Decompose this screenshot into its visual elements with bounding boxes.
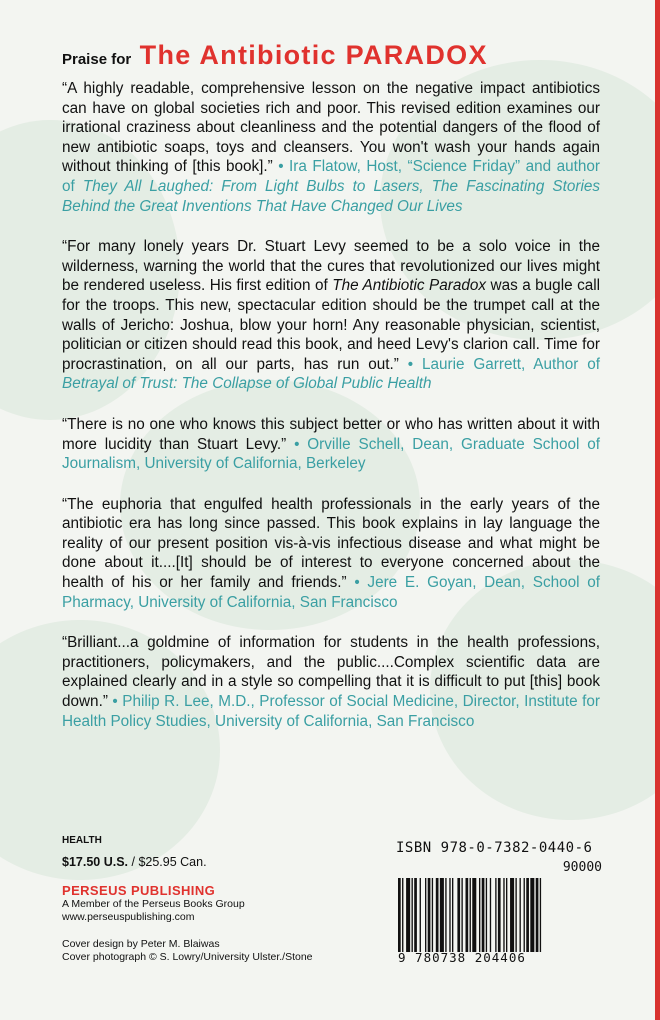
cover-photo-credit: Cover photograph © S. Lowry/University Ulster./Stone [62,951,313,963]
quote-5 [62,633,600,731]
cover-edge-stripe [655,0,660,1020]
barcode-bar [520,878,521,952]
barcode-bar [440,878,444,952]
barcode-bar [461,878,462,952]
barcode-bar [466,878,469,952]
quote-attribution: • Laurie Garrett, Author of [407,355,601,373]
barcode-bar [414,878,417,952]
barcode-bar [515,878,516,952]
price-us: $17.50 U.S. [62,855,129,869]
quote-4 [62,495,600,613]
barcode-bar [530,878,534,952]
quote-text: “A highly readable, comprehensive lesson on the negative impact antibiotics can have on global societies rich and poor. This revised edition examines our irrational craziness about cleanliness and the potential dangers of the flood of new antibiotic soaps, toys and cleansers. You won't wash your hands again without thinking of [this book].” [62,80,600,176]
price-line [62,855,362,869]
barcode-price-code: 90000 [562,860,602,875]
cover-design-credit: Cover design by Peter M. Blaiwas [62,938,220,950]
barcode-bar [470,878,471,952]
quote-attribution: • Philip R. Lee, M.D., Professor of Social Medicine, Director, Institute for Health Policy Studies, University of California, San Francisco [62,693,600,730]
barcode-bar [457,878,460,952]
barcode-bar [526,878,529,952]
barcode-bar [540,878,541,952]
barcode-bar [406,878,410,952]
quote-book-title: The Antibiotic Paradox [332,277,487,295]
quote-text: “The euphoria that engulfed health professionals in the early years of the antibiotic era has long since passed. This book explains in lay language the reality of our present position vis-à-vis infectious disease and what might be done about it....[It] should be of interest to everyone concerned about the health of his or her family and friends.” [62,495,600,592]
quote-attribution: • Orville Schell, Dean, Graduate School of Journalism, University of California, Berkeley [62,435,601,473]
praise-header [62,40,600,71]
barcode-bars [398,878,602,952]
barcode-bar [490,878,491,952]
barcode-bar [398,878,401,952]
price-separator: / [128,855,139,869]
quote-attribution: • Jere E. Goyan, Dean, School of Pharmacy, University of California, San Francisco [62,574,601,611]
quote-attribution-title: Betrayal of Trust: The Collapse of Global Public Health [62,375,432,393]
barcode-bar [479,878,480,952]
barcode-bar [445,878,446,952]
barcode-bar [524,878,525,952]
barcode-bar [482,878,485,952]
barcode-bar [452,878,453,952]
quote-attribution: • Ira Flatow, Host, “Science Friday” and author of [62,158,601,195]
barcode-bar [503,878,504,952]
barcode-bar [449,878,450,952]
barcode-bar [506,878,507,952]
book-title: The Antibiotic PARADOX [139,40,488,70]
praise-for-label: Praise for [62,51,132,68]
barcode-bar [510,878,514,952]
price-can: $25.95 Can. [138,855,207,869]
barcode-bar [495,878,496,952]
barcode-bar [536,878,539,952]
publisher-name: PERSEUS PUBLISHING [62,883,216,898]
barcode-bar [436,878,439,952]
quote-2 [62,237,600,394]
publisher-website: www.perseuspublishing.com [62,911,195,923]
quote-text: “There is no one who knows this subject better or who has written about it with more lucidity than Stuart Levy.” [62,415,600,453]
barcode-digits: 9 780738 204406 [398,950,526,965]
barcode-bar [432,878,433,952]
back-cover-content [62,40,600,752]
quote-text: “For many lonely years Dr. Stuart Levy seemed to be a solo voice in the wilderness, warning the world that the cures that revolutionized our lives might be rendered useless. His first edition of [62,238,600,295]
publisher-member: A Member of the Perseus Books Group [62,898,245,910]
barcode-bar [472,878,476,952]
category-label: HEALTH [62,835,102,846]
barcode-bar [425,878,426,952]
quote-text: “Brilliant...a goldmine of information for students in the health professions, practitioners, policymakers, and the public....Complex scientific data are explained clearly and in a style so compelling that it is difficult to put [this] book down.” [62,634,600,711]
barcode-bar [412,878,413,952]
isbn-barcode [396,840,604,965]
barcode-bar [402,878,403,952]
barcode-bar [420,878,421,952]
quote-attribution-title: They All Laughed: From Light Bulbs to Lasers, The Fascinating Stories Behind the Great Inventions That Have Changed Our Lives [62,177,601,215]
barcode-bar [428,878,431,952]
isbn-number: ISBN 978-0-7382-0440-6 [396,840,593,856]
quote-3 [62,415,600,474]
barcode-bar [486,878,487,952]
barcode-bar [498,878,501,952]
publisher-info [62,835,362,964]
quote-text: was a bugle call for the troops. This new, spectacular edition should be the trumpet call at the walls of Jericho: Joshua, blow your horn! Any reasonable physician, scientist, politician or citizen should read this book, and heed Levy's clarion call. Time for procrastination, on all our parts, has run out.” [62,277,601,373]
quote-1 [62,79,600,216]
